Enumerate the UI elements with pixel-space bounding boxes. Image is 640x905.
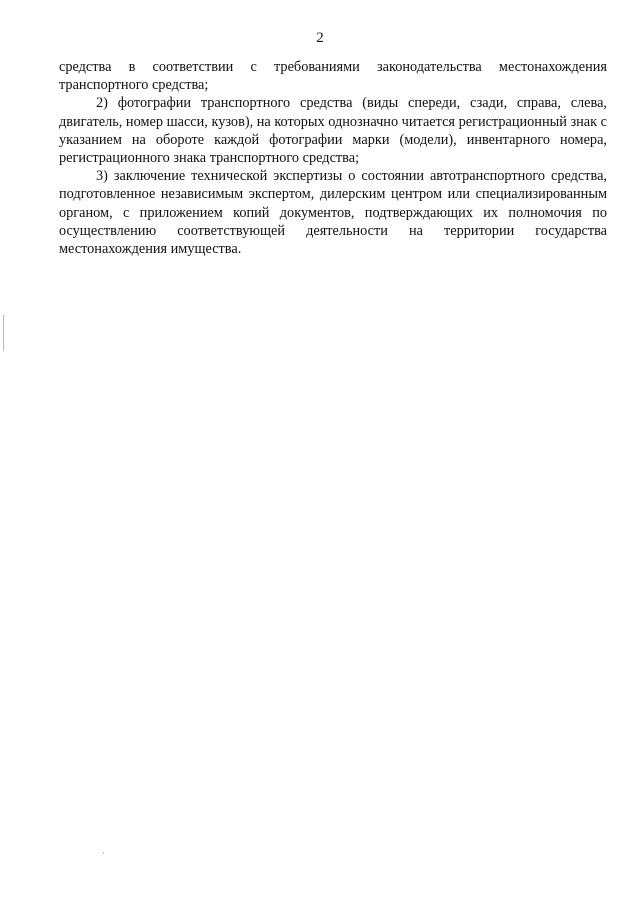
scan-artifact-left bbox=[3, 315, 4, 351]
paragraph-item-3: 3) заключение технической экспертизы о состоянии автотранспортного средства, подготовленное независимым экспертом, дилерским центром или специализированным органом, с приложением копий документов, подтверждающих их полномочия по осуществлению соответствующей деятельности на территории государства местонахождения имущества. bbox=[59, 168, 607, 258]
scan-artifact-bottom bbox=[103, 852, 104, 854]
page-number: 2 bbox=[316, 30, 324, 46]
paragraph-continuation: средства в соответствии с требованиями законодательства местонахождения транспортного средства; bbox=[59, 59, 607, 94]
paragraph-item-2: 2) фотографии транспортного средства (виды спереди, сзади, справа, слева, двигатель, номер шасси, кузов), на которых однозначно читается регистрационный знак с указанием на обороте каждой фотографии марки (модели), инвентарного номера, регистрационного знака транспортного средства; bbox=[59, 95, 607, 167]
document-body bbox=[59, 58, 607, 258]
